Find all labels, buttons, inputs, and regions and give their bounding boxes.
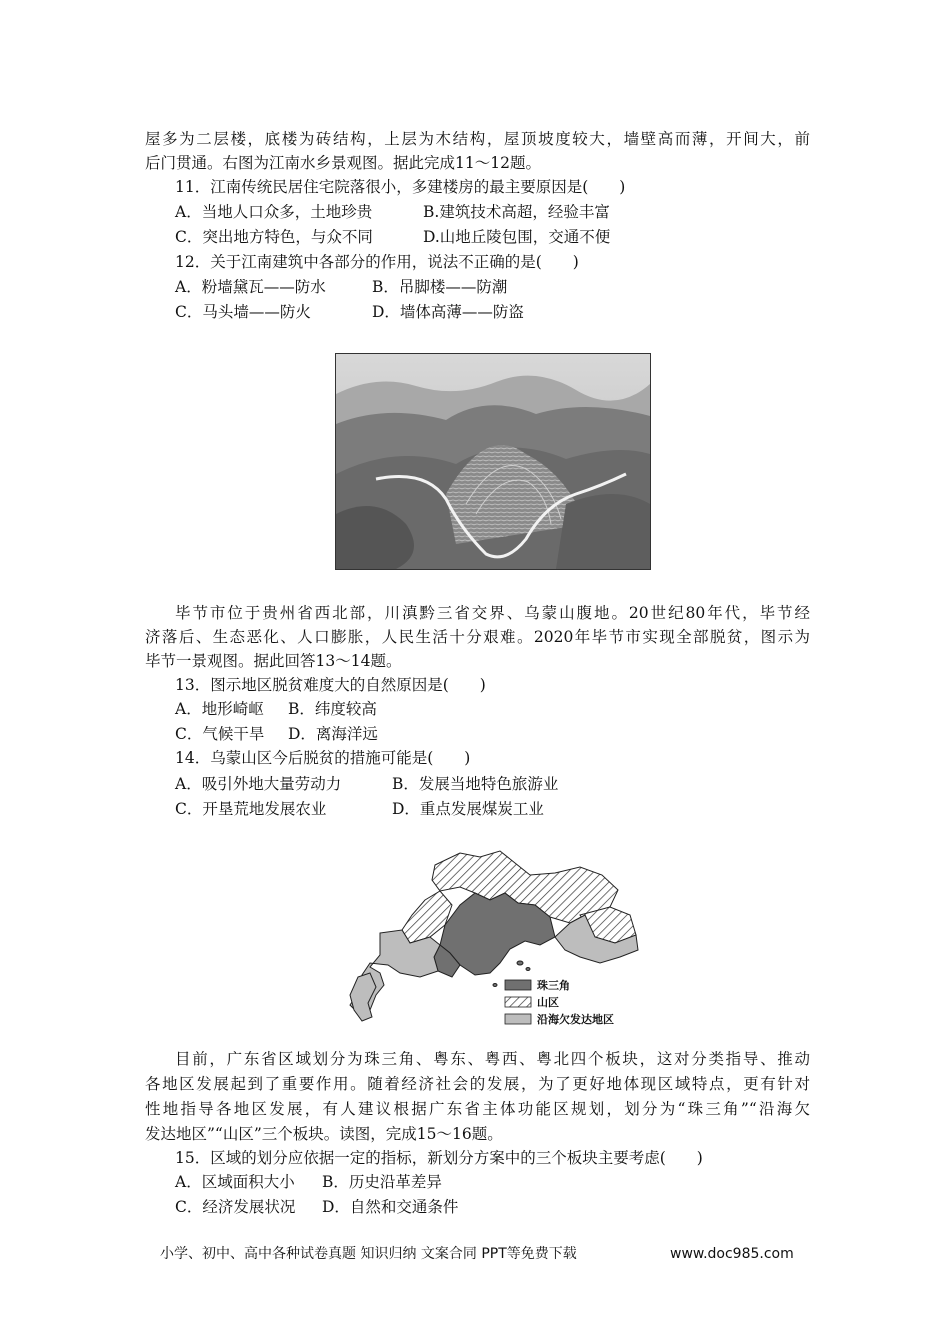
question-13-option-b[interactable]: B．纬度较高 [288,700,377,718]
question-11-option-c[interactable]: C．突出地方特色，与众不同 [175,228,373,246]
footer-url-link[interactable]: www.doc985.com [670,1246,794,1262]
page-footer [160,1244,800,1264]
question-11-option-a[interactable]: A．当地人口众多，土地珍贵 [175,203,373,221]
guangdong-intro-line-3: 性地指导各地区发展，有人建议根据广东省主体功能区规划，划分为“珠三角”“沿海欠 [145,1100,810,1118]
question-12-stem: 12．关于江南建筑中各部分的作用，说法不正确的是( ) [175,253,579,271]
question-12-option-a[interactable]: A．粉墙黛瓦——防水 [175,278,326,296]
question-12-option-b[interactable]: B．吊脚楼——防潮 [372,278,508,296]
legend-swatch-pearl-delta [505,980,531,990]
question-12-option-c[interactable]: C．马头墙——防火 [175,303,311,321]
question-14-option-b[interactable]: B．发展当地特色旅游业 [392,775,559,793]
question-15-option-c[interactable]: C．经济发展状况 [175,1198,296,1216]
question-15-option-d[interactable]: D．自然和交通条件 [322,1198,459,1216]
question-12-option-d[interactable]: D．墙体高薄——防盗 [372,303,524,321]
guangdong-region-map [340,845,640,1030]
question-13-option-d[interactable]: D．离海洋远 [288,725,378,743]
question-14-stem: 14．乌蒙山区今后脱贫的措施可能是( ) [175,749,471,767]
guangdong-intro-line-1: 目前，广东省区域划分为珠三角、粤东、粤西、粤北四个板块，这对分类指导、推动 [175,1050,810,1068]
question-15-option-b[interactable]: B．历史沿革差异 [322,1173,442,1191]
intro-line-2: 后门贯通。右图为江南水乡景观图。据此完成11～12题。 [145,154,541,172]
guangdong-intro-line-2: 各地区发展起到了重要作用。随着经济社会的发展，为了更好地体现区域特点，更有针对 [145,1075,810,1093]
question-11-stem: 11．江南传统民居住宅院落很小，多建楼房的最主要原因是( ) [175,178,626,196]
intro-line-1: 屋多为二层楼，底楼为砖结构，上层为木结构，屋顶坡度较大，墙壁高而薄，开间大，前 [145,130,810,148]
legend-swatch-coastal [505,1014,531,1024]
question-15-stem: 15．区域的划分应依据一定的指标，新划分方案中的三个板块主要考虑( ) [175,1149,703,1167]
question-14-option-c[interactable]: C．开垦荒地发展农业 [175,800,327,818]
question-11-option-d[interactable]: D.山地丘陵包围，交通不便 [423,228,611,246]
question-13-option-c[interactable]: C．气候干旱 [175,725,265,743]
question-11-option-b[interactable]: B.建筑技术高超，经验丰富 [423,203,610,221]
map-legend [505,978,614,1026]
guangdong-intro-line-4: 发达地区”“山区”三个板块。读图，完成15～16题。 [145,1125,503,1143]
legend-label-coastal: 沿海欠发达地区 [537,1013,614,1026]
legend-label-mountain: 山区 [537,996,559,1009]
question-13-option-a[interactable]: A．地形崎岖 [175,700,264,718]
footer-text: 小学、初中、高中各种试卷真题 知识归纳 文案合同 PPT等免费下载 [160,1246,577,1262]
bijie-intro-line-2: 济落后、生态恶化、人口膨胀，人民生活十分艰难。2020年毕节市实现全部脱贫，图示为 [145,628,810,646]
question-14-option-a[interactable]: A．吸引外地大量劳动力 [175,775,342,793]
question-15-option-a[interactable]: A．区域面积大小 [175,1173,295,1191]
question-14-option-d[interactable]: D．重点发展煤炭工业 [392,800,544,818]
question-13-stem: 13．图示地区脱贫难度大的自然原因是( ) [175,676,486,694]
legend-swatch-mountain [505,997,531,1007]
bijie-intro-line-3: 毕节一景观图。据此回答13～14题。 [145,652,402,670]
bijie-landscape-photo [335,353,651,570]
bijie-intro-line-1: 毕节市位于贵州省西北部，川滇黔三省交界、乌蒙山腹地。20世纪80年代，毕节经 [175,604,810,622]
legend-label-pearl-delta: 珠三角 [537,979,570,992]
